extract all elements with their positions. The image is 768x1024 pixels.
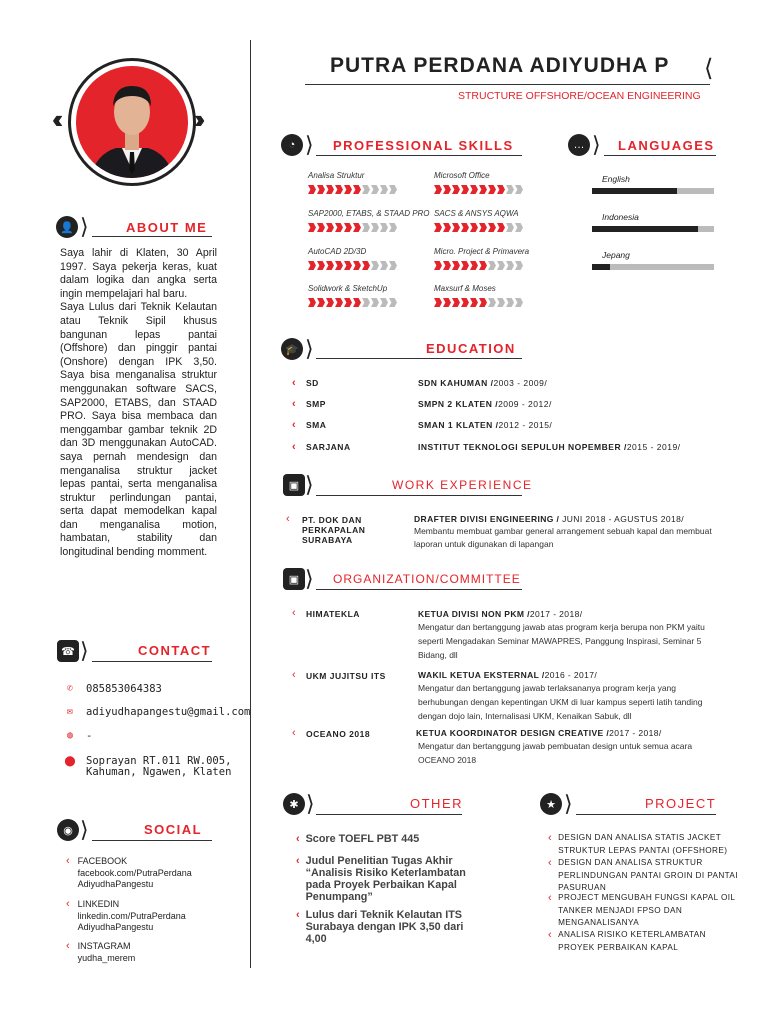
- org-name: UKM JUJITSU ITS: [306, 671, 386, 681]
- skill-level-chevron: [308, 298, 316, 307]
- skill-level-chevron: [389, 185, 397, 194]
- contact-title: CONTACT: [138, 643, 212, 658]
- contact-phone[interactable]: [64, 683, 162, 695]
- work-years: JUNI 2018 - AGUSTUS 2018/: [562, 514, 685, 524]
- edu-level: SMA: [306, 420, 327, 430]
- skill-level-chevron: [434, 223, 442, 232]
- skill-level-chevron: [479, 185, 487, 194]
- skill-level-chevron: [317, 298, 325, 307]
- project-text: PROJECT MENGUBAH FUNGSI KAPAL OIL TANKER MENJADI FPSO DAN MENGANALISANYA: [558, 893, 736, 927]
- social-rule: [92, 840, 212, 841]
- edu-years: 2009 - 2012/: [498, 399, 552, 409]
- chevron-left-icon: ‹: [292, 669, 296, 681]
- org-desc: Mengatur dan bertanggung jawab pembuatan design untuk semua acara OCEANO 2018: [418, 741, 693, 765]
- skill-level-chevron: [470, 185, 478, 194]
- star-icon: ★: [540, 793, 562, 815]
- skills-title: PROFESSIONAL SKILLS: [333, 138, 514, 153]
- location-pin-icon: ⬤: [64, 756, 76, 767]
- skill-level-chevron: [452, 185, 460, 194]
- email-text: adiyudhapangestu@gmail.com: [86, 706, 251, 718]
- work-title: WORK EXPERIENCE: [392, 478, 533, 492]
- education-row: [292, 441, 681, 453]
- org-role: [418, 609, 582, 619]
- skill-level-chevron: [488, 185, 496, 194]
- skill-level-chevron: [380, 223, 388, 232]
- org-years: 2017 - 2018/: [529, 609, 583, 619]
- chevron-right-icon: ⟩: [305, 132, 314, 157]
- chevron-left-icon: ‹: [66, 940, 70, 952]
- skill-level-chevron: [488, 223, 496, 232]
- about-text: [60, 247, 217, 560]
- skill-level-chevron: [470, 298, 478, 307]
- skill-level-chevron: [497, 185, 505, 194]
- work-role: [414, 514, 684, 524]
- skill-bar: [308, 261, 397, 270]
- org-name: OCEANO 2018: [306, 729, 371, 739]
- chevron-left-icon: ‹‹: [52, 104, 58, 134]
- skill-level-chevron: [371, 298, 379, 307]
- skill-label: SACS & ANSYS AQWA: [434, 209, 519, 218]
- skill-label: Solidwork & SketchUp: [308, 284, 388, 293]
- project-item: [548, 857, 738, 895]
- languages-title: LANGUAGES: [618, 138, 715, 153]
- speech-bubble-icon: …: [568, 134, 590, 156]
- edu-years: 2015 - 2019/: [626, 442, 681, 452]
- other-item: [296, 909, 482, 945]
- chevron-left-icon: ‹: [292, 377, 297, 389]
- globe-icon: ◍: [66, 730, 74, 741]
- skill-level-chevron: [362, 185, 370, 194]
- skill-level-chevron: [371, 223, 379, 232]
- skill-label: AutoCAD 2D/3D: [308, 247, 367, 256]
- chevron-left-icon: ‹: [548, 857, 553, 869]
- skill-level-chevron: [443, 185, 451, 194]
- other-text: Lulus dari Teknik Kelautan ITS Surabaya dengan IPK 3,50 dari 4,00: [305, 909, 464, 945]
- project-text: ANALISA RISIKO KETERLAMBATAN PROYEK PERBAIKAN KAPAL: [558, 930, 706, 952]
- project-text: DESIGN DAN ANALISA STRUKTUR PERLINDUNGAN PANTAI GROIN DI PANTAI PASURUAN: [558, 858, 738, 892]
- other-title: OTHER: [410, 796, 463, 811]
- skill-level-chevron: [434, 185, 442, 194]
- skill-label: Microsoft Office: [434, 171, 490, 180]
- skill-level-chevron: [317, 185, 325, 194]
- edu-years: 2003 - 2009/: [493, 378, 548, 388]
- skill-level-chevron: [443, 261, 451, 270]
- language-bar: [592, 188, 714, 194]
- skill-label: SAP2000, ETABS, & STAAD PRO: [308, 209, 430, 218]
- skill-level-chevron: [335, 261, 343, 270]
- contact-address: [64, 756, 236, 778]
- skill-label: Analisa Struktur: [308, 171, 365, 180]
- briefcase-icon: ▣: [283, 474, 305, 496]
- edu-school: SDN KAHUMAN /: [418, 378, 494, 388]
- chevron-left-icon: ‹: [66, 855, 70, 867]
- skill-bar: [434, 223, 523, 232]
- chevron-left-icon: ‹: [548, 832, 553, 844]
- project-rule: [576, 814, 716, 815]
- skill-level-chevron: [353, 185, 361, 194]
- project-item: [548, 892, 738, 930]
- chevron-left-icon: ⟨: [704, 55, 714, 82]
- work-rule: [316, 495, 522, 496]
- skill-level-chevron: [389, 261, 397, 270]
- skill-level-chevron: [335, 185, 343, 194]
- skill-level-chevron: [326, 185, 334, 194]
- skill-level-chevron: [326, 261, 334, 270]
- social-link[interactable]: yudha_merem: [77, 952, 136, 963]
- phone-text: 085853064383: [86, 683, 162, 695]
- other-text: Score TOEFL PBT 445: [305, 833, 420, 845]
- education-row: [292, 398, 552, 410]
- contact-email[interactable]: [64, 706, 250, 718]
- skill-level-chevron: [326, 223, 334, 232]
- chevron-left-icon: ‹: [296, 909, 300, 921]
- languages-rule: [604, 155, 716, 156]
- about-rule: [92, 236, 212, 237]
- work-role-title: DRAFTER DIVISI ENGINEERING /: [414, 514, 560, 524]
- avatar: [76, 66, 188, 178]
- skill-level-chevron: [344, 223, 352, 232]
- edu-level: SARJANA: [306, 442, 351, 452]
- mail-icon: ✉: [66, 706, 74, 717]
- project-item: [548, 832, 738, 857]
- contact-rule: [92, 661, 212, 662]
- skill-level-chevron: [452, 298, 460, 307]
- skill-level-chevron: [335, 223, 343, 232]
- phone-icon: ✆: [66, 683, 74, 694]
- people-icon: ✱: [283, 793, 305, 815]
- skill-level-chevron: [353, 261, 361, 270]
- skill-level-chevron: [497, 223, 505, 232]
- project-item: [548, 929, 738, 954]
- graduation-cap-icon: 🎓: [281, 338, 303, 360]
- skills-rule: [316, 155, 522, 156]
- social-label: INSTAGRAM: [77, 941, 131, 951]
- skill-level-chevron: [479, 223, 487, 232]
- page-title: PUTRA PERDANA ADIYUDHA P: [330, 54, 670, 77]
- about-title: ABOUT ME: [126, 220, 208, 235]
- skill-level-chevron: [479, 298, 487, 307]
- skill-level-chevron: [353, 298, 361, 307]
- chevron-left-icon: ‹: [292, 607, 296, 619]
- skill-level-chevron: [344, 298, 352, 307]
- skill-level-chevron: [308, 223, 316, 232]
- org-role-title: KETUA KOORDINATOR DESIGN CREATIVE /: [416, 728, 610, 738]
- chevron-right-icon: ⟩: [305, 336, 314, 361]
- skill-bar: [434, 261, 523, 270]
- chevron-right-icon: ››: [194, 104, 200, 134]
- skill-level-chevron: [344, 185, 352, 194]
- address-text: Soprayan RT.011 RW.005, Kahuman, Ngawen, Klaten: [86, 755, 232, 778]
- pie-chart-icon: ◔: [281, 134, 303, 156]
- chevron-left-icon: ‹: [66, 898, 70, 910]
- work-org: PT. DOK DAN PERKAPALAN SURABAYA: [302, 515, 366, 545]
- skill-bar: [308, 298, 397, 307]
- org-years: 2016 - 2017/: [544, 670, 598, 680]
- skill-level-chevron: [434, 298, 442, 307]
- skill-level-chevron: [461, 223, 469, 232]
- skill-level-chevron: [506, 185, 514, 194]
- chevron-left-icon: ‹: [548, 929, 553, 941]
- skill-bar: [308, 223, 397, 232]
- contact-book-icon: ☎: [57, 640, 79, 662]
- education-title: EDUCATION: [426, 341, 516, 356]
- web-text: -: [86, 730, 93, 742]
- subtitle: STRUCTURE OFFSHORE/OCEAN ENGINEERING: [458, 90, 701, 102]
- skill-level-chevron: [461, 261, 469, 270]
- header-rule: [305, 84, 710, 85]
- skill-level-chevron: [452, 261, 460, 270]
- chevron-left-icon: ‹: [548, 892, 553, 904]
- language-label: Indonesia: [602, 212, 639, 222]
- skill-level-chevron: [506, 261, 514, 270]
- social-link-cont: AdiyudhaPangestu: [77, 879, 154, 889]
- skill-level-chevron: [497, 298, 505, 307]
- chevron-left-icon: ‹: [292, 419, 297, 431]
- skill-level-chevron: [515, 261, 523, 270]
- project-title: PROJECT: [645, 796, 717, 811]
- org-role: [418, 670, 597, 680]
- social-label: LINKEDIN: [77, 899, 120, 909]
- skill-level-chevron: [443, 298, 451, 307]
- org-desc: Mengatur dan bertanggung jawab atas program kerja berupa non PKM yaitu seperti Mengadakan Seminar MAWAPRES, Panggung Inspirasi, Seminar 5 Bidang, dll: [418, 622, 705, 660]
- chevron-right-icon: ⟩: [564, 791, 573, 816]
- skill-level-chevron: [479, 261, 487, 270]
- chevron-left-icon: ‹: [296, 855, 300, 867]
- skill-level-chevron: [506, 298, 514, 307]
- skill-bar: [434, 185, 523, 194]
- skill-level-chevron: [380, 298, 388, 307]
- chevron-right-icon: ⟩: [306, 791, 315, 816]
- edu-school: INSTITUT TEKNOLOGI SEPULUH NOPEMBER /: [418, 442, 627, 452]
- user-icon: 👤: [56, 216, 78, 238]
- skill-level-chevron: [362, 261, 370, 270]
- skill-level-chevron: [515, 185, 523, 194]
- skill-level-chevron: [326, 298, 334, 307]
- organization-rule: [316, 589, 522, 590]
- chevron-left-icon: ‹: [292, 441, 297, 453]
- skill-level-chevron: [488, 298, 496, 307]
- language-bar: [592, 226, 714, 232]
- org-desc: Mengatur dan bertanggung jawab terlaksananya program kerja yang berhubungan dengan kepentingan UKM di luar kampus seperti latih tanding dengan dojo lain, Internalisasi UKM, Kenaikan Sabuk, dll: [418, 683, 703, 721]
- skill-level-chevron: [317, 261, 325, 270]
- chevron-right-icon: ⟩: [305, 472, 314, 497]
- social-label: FACEBOOK: [77, 856, 128, 866]
- skill-level-chevron: [497, 261, 505, 270]
- organization-title: ORGANIZATION/COMMITTEE: [333, 572, 521, 586]
- edu-level: SMP: [306, 399, 326, 409]
- skill-label: Micro. Project & Primavera: [434, 247, 530, 256]
- chevron-left-icon: ‹: [296, 833, 300, 845]
- social-link[interactable]: facebook.com/PutraPerdana: [77, 867, 192, 878]
- language-bar-fill: [592, 226, 698, 232]
- skill-bar: [434, 298, 523, 307]
- org-years: 2017 - 2018/: [609, 728, 662, 738]
- edu-level: SD: [306, 378, 319, 388]
- social-linkedin[interactable]: [66, 899, 186, 934]
- contact-web: [64, 730, 92, 742]
- chevron-right-icon: ⟩: [80, 638, 89, 663]
- org-name: HIMATEKLA: [306, 609, 360, 619]
- skill-level-chevron: [380, 261, 388, 270]
- language-bar-fill: [592, 188, 677, 194]
- skill-level-chevron: [488, 261, 496, 270]
- skill-bar: [308, 185, 397, 194]
- skill-level-chevron: [362, 298, 370, 307]
- skill-level-chevron: [389, 298, 397, 307]
- skill-level-chevron: [317, 223, 325, 232]
- work-desc: Membantu membuat gambar general arrangement sebuah kapal dan membuat laporan untuk digunakan di lapangan: [414, 526, 712, 549]
- other-rule: [316, 814, 462, 815]
- skill-level-chevron: [434, 261, 442, 270]
- other-item: [296, 855, 482, 903]
- skill-level-chevron: [389, 223, 397, 232]
- chevron-left-icon: ‹: [292, 398, 297, 410]
- skill-level-chevron: [515, 298, 523, 307]
- skill-level-chevron: [515, 223, 523, 232]
- other-item: [296, 833, 482, 845]
- edu-years: 2012 - 2015/: [498, 420, 553, 430]
- language-label: Jepang: [602, 250, 630, 260]
- skill-level-chevron: [371, 261, 379, 270]
- skill-level-chevron: [344, 261, 352, 270]
- social-link[interactable]: linkedin.com/PutraPerdana: [77, 910, 186, 921]
- chevron-right-icon: ⟩: [80, 214, 89, 239]
- org-role: [416, 728, 662, 738]
- other-text: Judul Penelitian Tugas Akhir “Analisis Risiko Keterlambatan pada Proyek Perbaikan Kapal Penumpang”: [305, 855, 466, 903]
- social-link-cont: AdiyudhaPangestu: [77, 922, 154, 932]
- edu-school: SMPN 2 KLATEN /: [418, 399, 499, 409]
- about-paragraph-2: Saya Lulus dari Teknik Kelautan atau Teknik Sipil khusus bangunan lepas pantai (Offshore) dan pinggir pantai (Onshore) dengan IPK 3,50. Saya bisa menganalisa struktur menggunakan software SACS, SAP2000, ETABS, dan STAAD PRO. Saya bisa membaca dan menggambar gambar teknik 2D dan 3D menggunakan AutoCAD. saya pernah mendesign dan menganalisa struktur jacket lepas pantai, serta menganalisa struktur perlindungan pantai, serta dapat memodelkan kapal dan menganalisa motion, hambatan, stability dan longitudinal bending momment.: [60, 301, 217, 559]
- social-instagram[interactable]: [66, 941, 135, 964]
- skill-level-chevron: [335, 298, 343, 307]
- skill-level-chevron: [380, 185, 388, 194]
- skill-level-chevron: [452, 223, 460, 232]
- skill-level-chevron: [461, 185, 469, 194]
- skill-level-chevron: [371, 185, 379, 194]
- language-bar: [592, 264, 714, 270]
- chevron-left-icon: ‹: [286, 513, 290, 525]
- language-label: English: [602, 174, 630, 184]
- skill-level-chevron: [308, 261, 316, 270]
- skill-level-chevron: [470, 223, 478, 232]
- org-role-title: KETUA DIVISI NON PKM /: [418, 609, 530, 619]
- skill-level-chevron: [506, 223, 514, 232]
- skill-level-chevron: [461, 298, 469, 307]
- column-divider: [250, 40, 251, 968]
- education-rule: [316, 358, 522, 359]
- chevron-right-icon: ⟩: [305, 566, 314, 591]
- skill-level-chevron: [470, 261, 478, 270]
- profile-photo-frame: [68, 58, 196, 186]
- education-row: [292, 377, 547, 389]
- about-paragraph-1: Saya lahir di Klaten, 30 April 1997. Saya pekerja keras, kuat dalam logika dan angka serta ingin mempelajari hal baru.: [60, 247, 217, 300]
- social-title: SOCIAL: [144, 822, 203, 837]
- skill-level-chevron: [362, 223, 370, 232]
- skill-level-chevron: [308, 185, 316, 194]
- social-facebook[interactable]: [66, 856, 192, 891]
- chevron-right-icon: ⟩: [80, 817, 89, 842]
- skill-label: Maxsurf & Moses: [434, 284, 496, 293]
- skill-level-chevron: [443, 223, 451, 232]
- education-row: [292, 419, 552, 431]
- edu-school: SMAN 1 KLATEN /: [418, 420, 499, 430]
- project-text: DESIGN DAN ANALISA STATIS JACKET STRUKTUR LEPAS PANTAI (OFFSHORE): [558, 833, 728, 855]
- briefcase-icon: ▣: [283, 568, 305, 590]
- chevron-left-icon: ‹: [292, 727, 296, 739]
- skill-level-chevron: [353, 223, 361, 232]
- group-icon: ◉: [57, 819, 79, 841]
- chevron-right-icon: ⟩: [592, 132, 601, 157]
- language-bar-fill: [592, 264, 610, 270]
- org-role-title: WAKIL KETUA EKSTERNAL /: [418, 670, 545, 680]
